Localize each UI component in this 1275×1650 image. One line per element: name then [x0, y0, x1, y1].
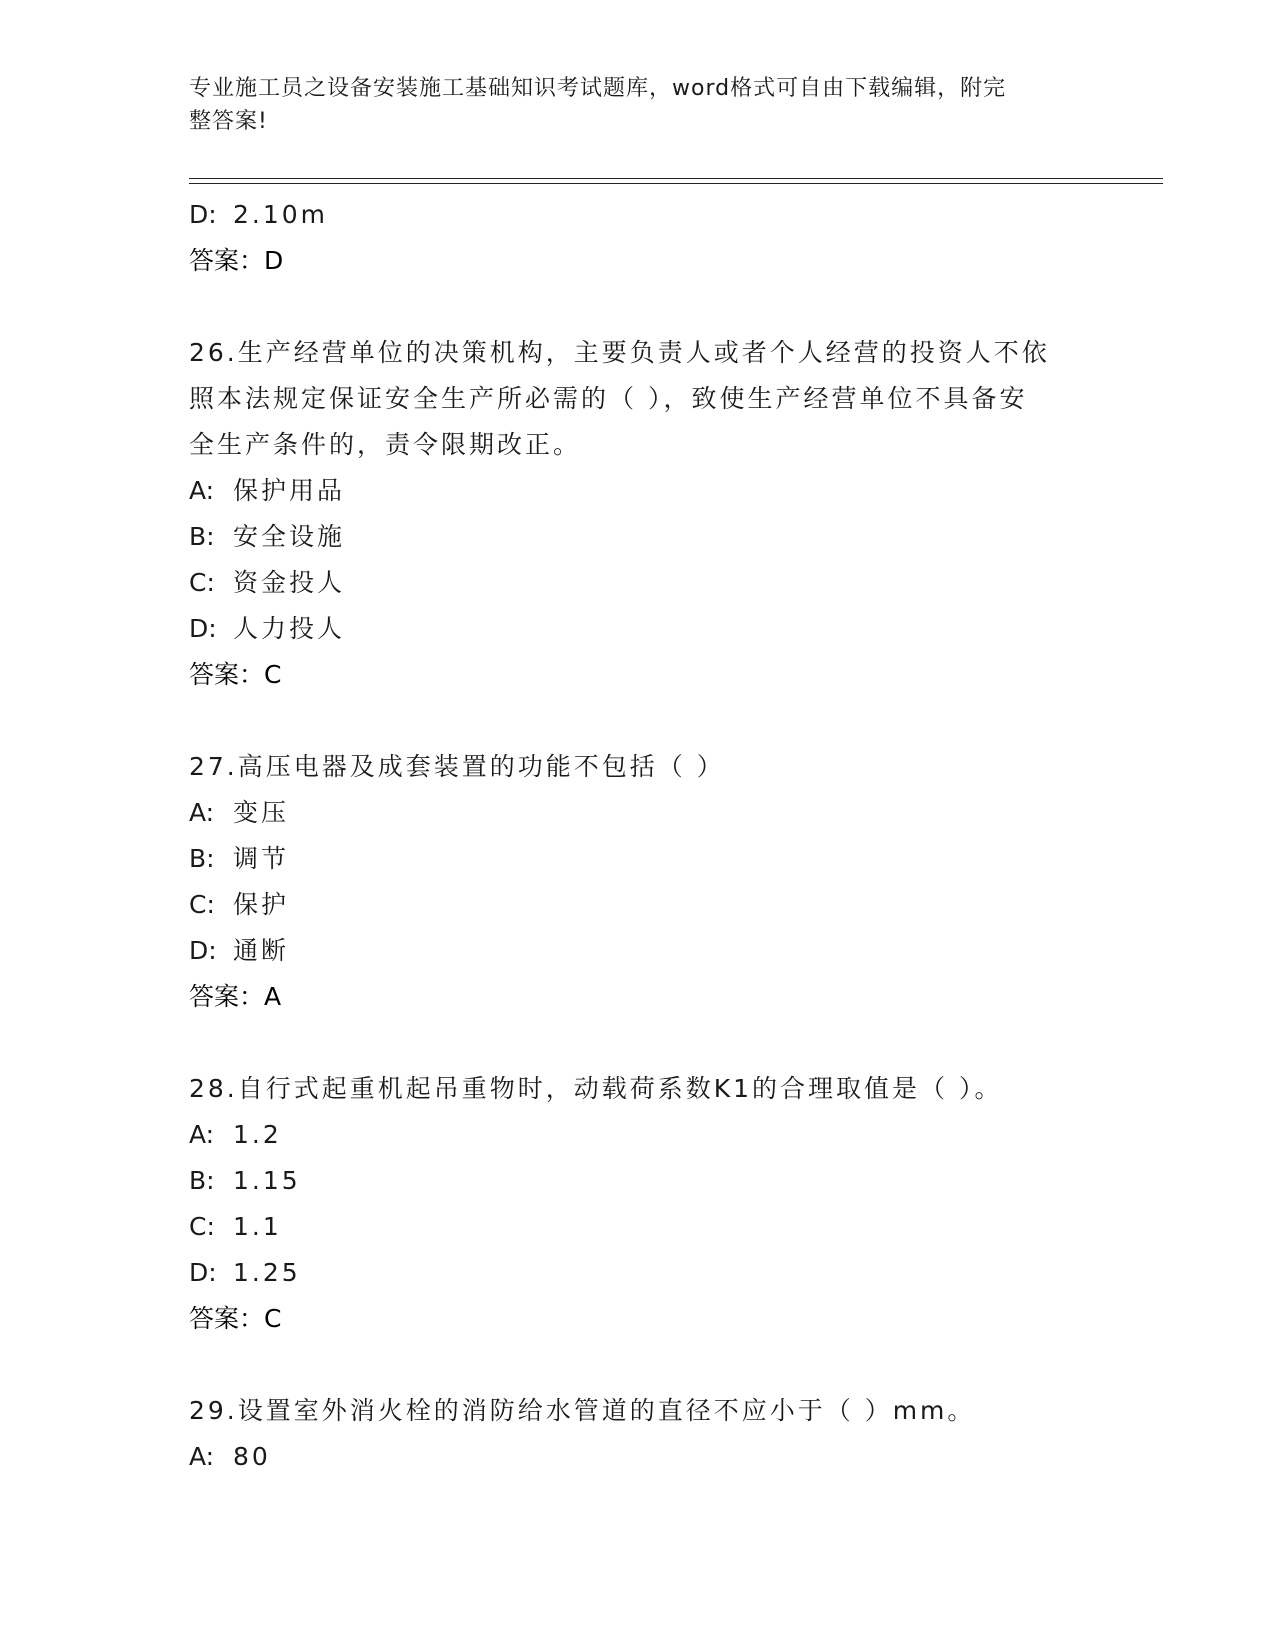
q28-answer: 答案：C: [189, 1304, 282, 1333]
option-key: A:: [189, 1120, 215, 1149]
q27-option-c: [189, 882, 1089, 928]
option-key: D:: [189, 1258, 217, 1287]
option-text: 安全设施: [233, 522, 346, 551]
spacer: [189, 1342, 1089, 1388]
q29-stem-line1: 29.设置室外消火栓的消防给水管道的直径不应小于（ ）mm。: [189, 1396, 976, 1425]
q26-stem-line2: 照本法规定保证安全生产所必需的（ ），致使生产经营单位不具备安: [189, 384, 1028, 413]
spacer: [189, 1020, 1089, 1066]
q26-option-b: [189, 514, 1089, 560]
q27-stem-line1: 27.高压电器及成套装置的功能不包括（ ）: [189, 752, 725, 781]
header-title-line2: 整答案!: [189, 109, 268, 134]
option-text: 资金投人: [233, 568, 346, 597]
q26-option-a: [189, 468, 1089, 514]
q26-option-c: [189, 560, 1089, 606]
q28-option-a: [189, 1112, 1089, 1158]
q28-option-d: [189, 1250, 1089, 1296]
option-key: A:: [189, 798, 215, 827]
option-key: A:: [189, 476, 215, 505]
q26-option-d: [189, 606, 1089, 652]
q28-stem-line1: 28.自行式起重机起吊重物时，动载荷系数K1的合理取值是（ ）。: [189, 1074, 1003, 1103]
option-key: B:: [189, 844, 215, 873]
option-key: C:: [189, 568, 215, 597]
option-key: B:: [189, 1166, 215, 1195]
q27-option-b: [189, 836, 1089, 882]
option-text: 保护: [233, 890, 290, 919]
option-text: 通断: [233, 936, 290, 965]
option-key: B:: [189, 522, 215, 551]
option-text: 调节: [233, 844, 290, 873]
option-key: C:: [189, 890, 215, 919]
header-title-line1: 专业施工员之设备安装施工基础知识考试题库，word格式可自由下载编辑，附完: [189, 76, 1007, 101]
spacer: [189, 284, 1089, 330]
q26-answer: 答案：C: [189, 660, 282, 689]
option-key: D:: [189, 200, 217, 229]
q27-answer: 答案：A: [189, 982, 282, 1011]
option-key: C:: [189, 1212, 215, 1241]
q26-stem-line1: 26.生产经营单位的决策机构，主要负责人或者个人经营的投资人不依: [189, 338, 1050, 367]
q28-option-c: [189, 1204, 1089, 1250]
option-text: 保护用品: [233, 476, 346, 505]
spacer: [189, 698, 1089, 744]
option-text: 变压: [233, 798, 290, 827]
option-text: 1.2: [233, 1120, 282, 1149]
q27-option-d: [189, 928, 1089, 974]
q29-option-a: [189, 1434, 1089, 1480]
option-text: 2.10m: [233, 200, 329, 229]
header-divider-top: [189, 178, 1163, 179]
q27-option-a: [189, 790, 1089, 836]
q26-stem-line3: 全生产条件的，责令限期改正。: [189, 430, 582, 459]
option-key: D:: [189, 936, 217, 965]
option-text: 1.15: [233, 1166, 301, 1195]
header-divider-bottom: [189, 183, 1163, 184]
question-content: [189, 192, 1089, 1480]
option-text: 1.25: [233, 1258, 301, 1287]
document-header: [189, 72, 1089, 138]
prev-answer: 答案：D: [189, 246, 284, 275]
option-text: 80: [233, 1442, 271, 1471]
prev-option-d: [189, 192, 1089, 238]
option-text: 1.1: [233, 1212, 282, 1241]
q28-option-b: [189, 1158, 1089, 1204]
option-key: D:: [189, 614, 217, 643]
option-text: 人力投人: [233, 614, 346, 643]
option-key: A:: [189, 1442, 215, 1471]
